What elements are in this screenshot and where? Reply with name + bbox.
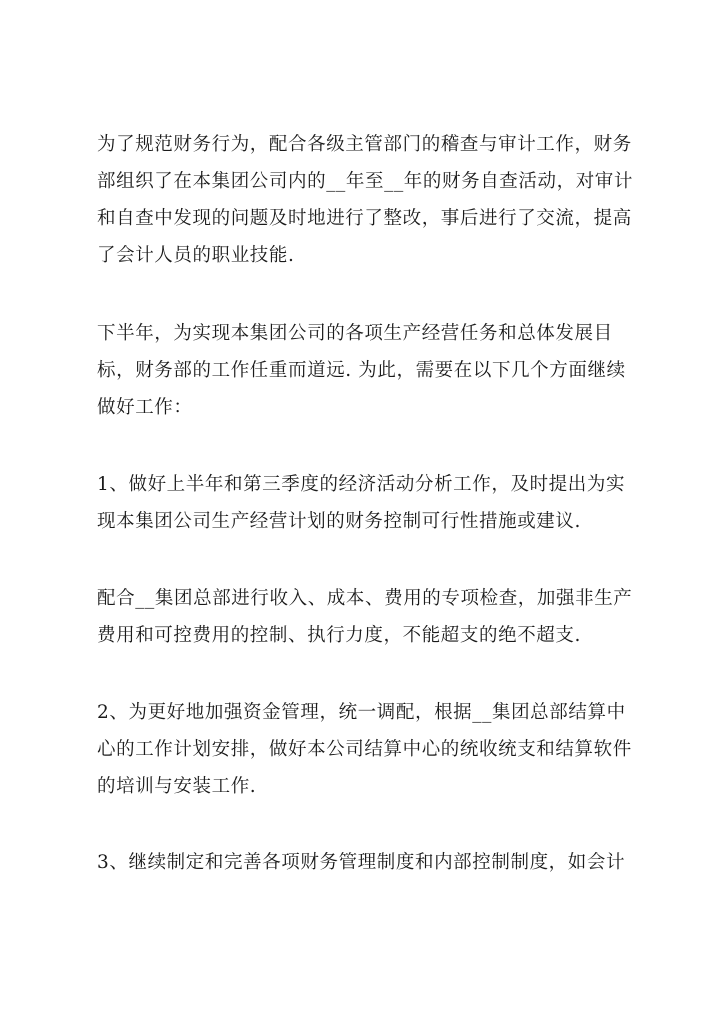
text-line: 做好工作： bbox=[97, 397, 193, 418]
paragraph-cost-inspection bbox=[97, 580, 637, 654]
text-line: 配合__集团总部进行收入、成本、费用的专项检查，加强非生产 bbox=[97, 588, 633, 609]
paragraph-second-half-goals bbox=[97, 315, 637, 426]
paragraph-item-2 bbox=[97, 694, 637, 805]
text-line: 1、做好上半年和第三季度的经济活动分析工作，及时提出为实 bbox=[97, 474, 626, 495]
paragraph-item-1 bbox=[97, 466, 637, 540]
text-line: 3、继续制定和完善各项财务管理制度和内部控制制度，如会计 bbox=[97, 852, 626, 873]
text-line: 的培训与安装工作. bbox=[97, 776, 257, 797]
paragraph-self-inspection bbox=[97, 126, 637, 274]
text-line: 心的工作计划安排，做好本公司结算中心的统收统支和结算软件 bbox=[97, 739, 632, 760]
text-line: 费用和可控费用的控制、执行力度，不能超支的绝不超支. bbox=[97, 625, 581, 646]
text-line: 现本集团公司生产经营计划的财务控制可行性措施或建议. bbox=[97, 511, 581, 532]
paragraph-item-3 bbox=[97, 844, 637, 881]
text-line: 和自查中发现的问题及时地进行了整改，事后进行了交流，提高 bbox=[97, 208, 632, 229]
text-line: 了会计人员的职业技能. bbox=[97, 245, 295, 266]
text-line: 2、为更好地加强资金管理，统一调配，根据__集团总部结算中 bbox=[97, 702, 626, 723]
text-line: 为了规范财务行为，配合各级主管部门的稽查与审计工作，财务 bbox=[97, 134, 632, 155]
text-line: 标，财务部的工作任重而道远. 为此，需要在以下几个方面继续 bbox=[97, 360, 626, 381]
text-line: 下半年，为实现本集团公司的各项生产经营任务和总体发展目 bbox=[97, 323, 613, 344]
text-line: 部组织了在本集团公司内的__年至__年的财务自查活动，对审计 bbox=[97, 171, 634, 192]
